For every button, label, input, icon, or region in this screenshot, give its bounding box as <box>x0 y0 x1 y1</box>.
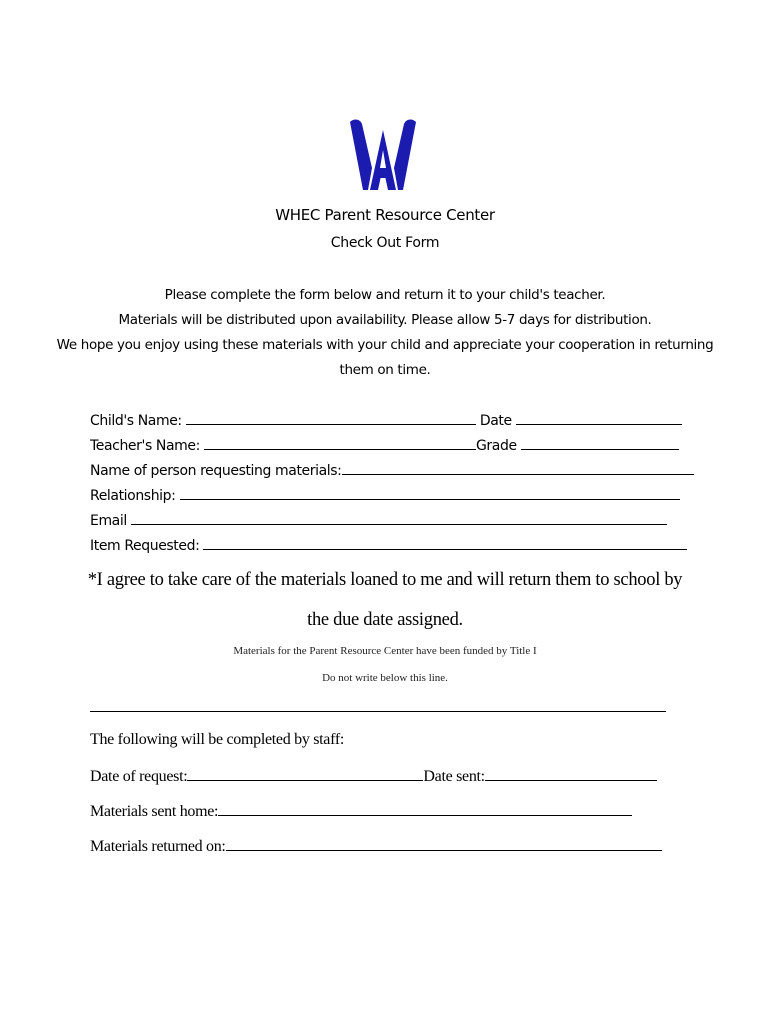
item-row <box>90 535 687 555</box>
divider-line <box>90 711 666 712</box>
email-row <box>90 510 667 530</box>
date-sent-label: Date sent: <box>423 768 485 785</box>
relationship-line[interactable] <box>180 485 680 500</box>
staff-heading: The following will be completed by staff: <box>90 731 345 748</box>
instruction-line-2: Materials will be distributed upon availability. Please allow 5-7 days for distribution. <box>118 312 652 328</box>
relationship-row <box>90 485 680 505</box>
instruction-line-4: them on time. <box>339 362 431 378</box>
grade-label: Grade <box>475 438 517 454</box>
date-request-row <box>90 766 657 786</box>
teacher-name-line[interactable] <box>204 435 476 450</box>
funding-note: Materials for the Parent Resource Center have been funded by Title I <box>233 645 537 657</box>
date-request-label: Date of request: <box>90 768 188 785</box>
do-not-write-note: Do not write below this line. <box>322 672 448 684</box>
whec-logo <box>348 116 418 192</box>
child-name-label: Child's Name: <box>90 413 182 429</box>
agreement-line-2: the due date assigned. <box>307 610 463 630</box>
item-line[interactable] <box>203 535 687 550</box>
returned-on-row <box>90 836 662 856</box>
teacher-name-row <box>90 435 679 455</box>
sent-home-row <box>90 801 632 821</box>
email-label: Email <box>90 513 127 529</box>
returned-on-label: Materials returned on: <box>90 838 226 855</box>
sent-home-label: Materials sent home: <box>90 803 219 820</box>
date-sent-line[interactable] <box>485 766 657 781</box>
form-subtitle: Check Out Form <box>330 235 440 251</box>
requester-row <box>90 460 694 480</box>
instruction-line-3: We hope you enjoy using these materials with your child and appreciate your cooperation in returning <box>56 337 714 353</box>
date-request-line[interactable] <box>187 766 423 781</box>
date-label: Date <box>479 413 512 429</box>
grade-line[interactable] <box>521 435 679 450</box>
requester-line[interactable] <box>342 460 694 475</box>
form-title: WHEC Parent Resource Center <box>275 206 495 224</box>
relationship-label: Relationship: <box>90 488 176 504</box>
date-line[interactable] <box>516 410 682 425</box>
teacher-name-label: Teacher's Name: <box>90 438 200 454</box>
agreement-line-1: *I agree to take care of the materials loaned to me and will return them to school by <box>87 570 683 590</box>
email-line[interactable] <box>131 510 667 525</box>
item-label: Item Requested: <box>90 538 200 554</box>
child-name-row <box>90 410 682 430</box>
child-name-line[interactable] <box>186 410 476 425</box>
returned-on-line[interactable] <box>226 836 662 851</box>
sent-home-line[interactable] <box>218 801 632 816</box>
requester-label: Name of person requesting materials: <box>90 463 342 479</box>
instruction-line-1: Please complete the form below and return it to your child's teacher. <box>164 287 606 303</box>
